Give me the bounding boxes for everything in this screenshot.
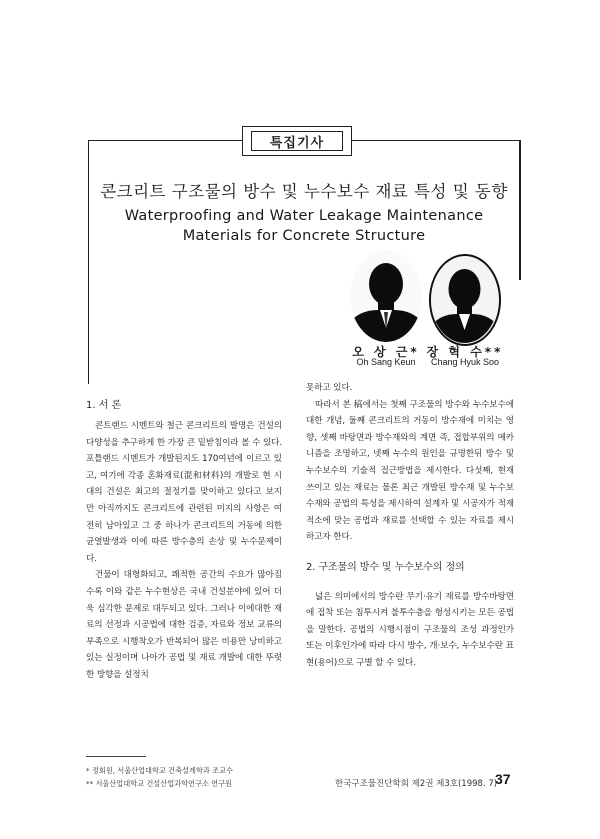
right-paragraph-2: 따라서 본 稿에서는 첫째 구조물의 방수와 누수보수에 대한 개념, 둘째 콘크리트의 거동이 방수재에 미치는 영향, 셋째 바탕면과 방수재와의 계면 즉, 접합부위의 메카니즘을 조명하고, 넷째 누수의 원인을 규명한뒤 방수 및 누수보수의 기술적 접근방법을 제시한다. 다섯째, 현재 쓰이고 있는 재료는 물론 최근 개발된 방수재 및 누수보수재와 공법의 특성을 제시하여 설계자 및 시공자가 적재 적소에 맞는 공법과 재료를 선택할 수 있는 자료를 제시하고자 한다. <box>306 399 514 543</box>
title-english <box>88 206 520 246</box>
footnotes <box>86 764 306 790</box>
author-2-name-en: Chang Hyuk Soo <box>430 357 500 367</box>
right-column <box>306 380 514 672</box>
right-paragraph-1: 못하고 있다. <box>306 383 353 393</box>
author-photo-1 <box>350 250 422 342</box>
title-korean: 콘크리트 구조물의 방수 및 누수보수 재료 특성 및 동향 <box>100 182 508 201</box>
right-paragraph-3: 넓은 의미에서의 방수란 무기·유기 재료를 방수바탕면에 접착 또는 침투시켜 불투수층을 형성시키는 모든 공법을 말한다. 공법의 시행시점이 구조물의 조성 과정인가 또는 이후인가에 따라 다시 방수, 개·보수, 누수보수란 표현(용어)으로 구별 할 수 있다. <box>306 591 514 668</box>
author-silhouette-1 <box>350 250 422 342</box>
left-paragraph-1: 콘트랜드 시멘트와 철근 콘크리트의 발명은 건설의 다양성을 추구하게 한 가장 큰 밑받침이라 볼 수 있다. 포틀랜드 시멘트가 개발된지도 170여년에 이르고 있고, 여기에 각종 혼화재료(混和材料)의 개발로 현 시대의 건설은 최고의 절정기를 맞이하고 있다고 보지만 아직까지도 콘크리트에 관련된 미지의 사항은 여전히 남아있고 그 중 하나가 콘크리트의 거동에 의한 균열발생과 이에 따른 방수층의 손상 및 누수문제이다. <box>86 421 282 564</box>
section-badge <box>242 126 352 156</box>
section-badge-label: 특집기사 <box>251 131 343 151</box>
author-2-name-ko: 장 혁 수** <box>426 345 504 359</box>
footer-journal: 한국구조물진단학회 제2권 제3호(1998. 7) <box>335 779 498 789</box>
section-1-heading: 1. 서 론 <box>86 400 122 411</box>
footnote-1: * 정회원, 서울산업대학교 건축설계학과 조교수 <box>86 766 233 775</box>
footnote-2: ** 서울산업대학교 건설산업과학연구소 연구원 <box>86 779 232 788</box>
title-english-line-2: Materials for Concrete Structure <box>182 228 426 244</box>
left-paragraph-2: 건물이 대형화되고, 쾌적한 공간의 수요가 많아짐수록 이와 같은 누수현상은 국내 건설분야에 있어 더욱 심각한 문제로 대두되고 있다. 그러나 이에대한 재료의 선정과 시공법에 대한 검증, 자료와 정보 교류의 부족으로 시행착오가 반복되어 많은 비용만 낭비하고 있는 실정이며 나아가 공법 및 재료 개발에 대한 뚜렷한 방향을 설정치 <box>86 570 282 680</box>
section-2-heading: 2. 구조물의 방수 및 누수보수의 정의 <box>306 561 465 573</box>
footnote-rule <box>86 756 146 757</box>
author-1-name-ko: 오 상 근* <box>352 345 420 359</box>
author-1-name-en: Oh Sang Keun <box>356 357 416 367</box>
author-photo-2 <box>429 254 501 346</box>
page-number: 37 <box>495 771 511 787</box>
left-column <box>86 418 282 684</box>
title-english-line-1: Waterproofing and Water Leakage Maintenance <box>124 208 484 224</box>
author-silhouette-2 <box>431 256 498 343</box>
